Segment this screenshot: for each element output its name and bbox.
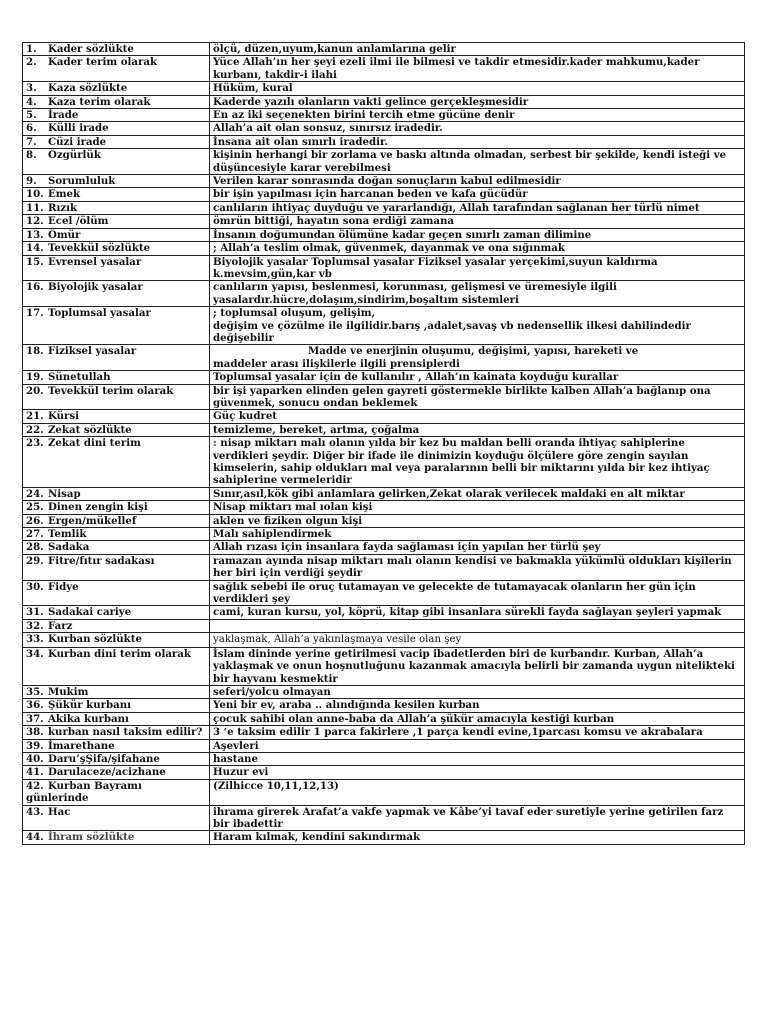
definition-cell [210, 699, 745, 712]
term-label: Rızık [48, 201, 78, 214]
table-row [23, 255, 745, 281]
definition-cell [210, 56, 745, 82]
term-cell [23, 619, 210, 632]
definition-cell [210, 487, 745, 500]
definition-text: Haram kılmak, kendini sakındırmak [213, 831, 421, 844]
definition-text: Hüküm, kural [213, 82, 293, 95]
definition-cell [210, 228, 745, 241]
row-number: 41. [26, 766, 44, 779]
glossary-table [22, 42, 745, 845]
definition-text: aklen ve fiziken olgun kişi [213, 514, 363, 527]
definition-text: canlıların ihtiyaç duyduğu ve yararlandığı, Allah tarafından sağlanan her türlü nimet [213, 201, 700, 214]
term-label: Kürsi [48, 410, 80, 423]
term-label: Ömür [48, 228, 81, 241]
term-cell [23, 554, 210, 580]
term-cell [23, 514, 210, 527]
table-row [23, 726, 745, 739]
definition-text: Allah rızası için insanlara fayda sağlaması için yapılan her türlü şey [213, 541, 601, 554]
definition-cell [210, 685, 745, 698]
definition-text: Huzur evi [213, 766, 269, 779]
table-row [23, 109, 745, 122]
term-label: Tevekkül sözlükte [48, 242, 151, 255]
row-number: 4. [26, 95, 37, 108]
definition-cell [210, 437, 745, 488]
term-label: Biyolojik yasalar [48, 281, 143, 294]
term-cell [23, 501, 210, 514]
definition-prefix: : [213, 437, 217, 450]
table-row [23, 685, 745, 698]
definition-text: Toplumsal yasalar için de kullanılır , Allah’ın kainata koyduğu kurallar [213, 371, 619, 384]
definition-text: ; Allah’a teslim olmak, güvenmek, dayanmak ve ona sığınmak [213, 242, 565, 255]
row-number: 14. [26, 242, 44, 255]
table-row [23, 779, 745, 805]
term-label: İmarethane [48, 739, 115, 752]
term-cell [23, 345, 210, 371]
definition-cell [210, 528, 745, 541]
table-row [23, 345, 745, 371]
definition-cell [210, 766, 745, 779]
term-cell [23, 410, 210, 423]
term-cell [23, 685, 210, 698]
row-number: 5. [26, 109, 37, 122]
definition-cell [210, 201, 745, 214]
definition-cell [210, 712, 745, 725]
term-cell [23, 633, 210, 647]
table-row [23, 541, 745, 554]
definition-text: hastane [213, 752, 258, 765]
definition-cell [210, 779, 745, 805]
term-label: Sadakai cariye [48, 606, 132, 619]
table-row [23, 766, 745, 779]
row-number: 21. [26, 410, 44, 423]
definition-text: sağlık sebebi ile oruç tutamayan ve gelecekte de tutamayacak olanların her gün için verdikleri şey [213, 580, 696, 606]
definition-cell [210, 43, 745, 56]
row-number: 24. [26, 487, 44, 500]
term-label: Kurban sözlükte [48, 633, 142, 646]
definition-text: 3 ‘e taksim edilir 1 parca fakirlere ,1 parça kendi evine,1parcası komsu ve akrabalara [213, 726, 703, 739]
definition-text: Nisap miktarı mal ıolan kişi [213, 501, 373, 514]
table-row [23, 384, 745, 410]
term-cell [23, 201, 210, 214]
table-row [23, 580, 745, 606]
row-number: 20. [26, 384, 44, 397]
term-cell [23, 228, 210, 241]
table-row [23, 805, 745, 831]
definition-text: Verilen karar sonrasında doğan sonuçların kabul edilmesidir [213, 175, 561, 188]
row-number: 26. [26, 514, 44, 527]
term-label: Külli irade [48, 122, 109, 135]
table-row [23, 528, 745, 541]
row-number: 38. [26, 726, 44, 739]
row-number: 19. [26, 371, 44, 384]
term-label: Akika kurbanı [48, 712, 129, 725]
definition-cell [210, 423, 745, 436]
definition-cell [210, 726, 745, 739]
term-label: İhram sözlükte [48, 831, 135, 844]
term-cell [23, 779, 210, 805]
definition-text: temizleme, bereket, artma, çoğalma [213, 423, 420, 436]
definition-text: ihrama girerek Arafat’a vakfe yapmak ve Kâbe’yi tavaf eder suretiyle yerine getirilen farz bir ibadettir [213, 805, 724, 830]
term-label: Evrensel yasalar [48, 255, 142, 268]
table-row [23, 739, 745, 752]
term-label: Cüzi irade [48, 135, 107, 148]
term-cell [23, 726, 210, 739]
definition-text: ömrün bittiği, hayatın sona erdiği zamana [213, 215, 454, 228]
definition-text: çocuk sahibi olan anne-baba da Allah’a şükür amacıyla kestiği kurban [213, 712, 615, 725]
row-number: 12. [26, 215, 44, 228]
row-number: 2. [26, 56, 37, 69]
table-row [23, 437, 745, 488]
definition-cell [210, 82, 745, 95]
definition-text: seferi/yolcu olmayan [213, 685, 331, 698]
row-number: 34. [26, 647, 44, 660]
term-cell [23, 82, 210, 95]
table-row [23, 307, 745, 345]
definition-text: Biyolojik yasalar Toplumsal yasalar Fiziksel yasalar yerçekimi,suyun kaldırma k.mevsim,gün,kar vb [213, 255, 658, 280]
table-row [23, 606, 745, 619]
term-cell [23, 43, 210, 56]
term-label: Nisap [48, 487, 81, 500]
row-number: 7. [26, 135, 37, 148]
definition-text: Kaderde yazılı olanların vakti gelince gerçekleşmesidir [213, 95, 529, 108]
term-label: Fitre/fıtır sadakası [48, 554, 155, 567]
term-cell [23, 149, 210, 175]
term-cell [23, 647, 210, 685]
table-row [23, 95, 745, 108]
row-number: 16. [26, 281, 44, 294]
definition-text: Güç kudret [213, 410, 278, 423]
definition-cell [210, 541, 745, 554]
term-label: Sadaka [48, 541, 90, 554]
table-row [23, 175, 745, 188]
table-row [23, 501, 745, 514]
term-label: Mukim [48, 685, 89, 698]
term-cell [23, 752, 210, 765]
definition-cell [210, 95, 745, 108]
table-row [23, 487, 745, 500]
definition-text: Allah’a ait olan sonsuz, sınırsız iradedir. [213, 122, 443, 135]
term-label: Özgürlük [48, 149, 101, 162]
definition-text: ramazan ayında nisap miktarı malı olanın kendisi ve bakmakla yükümlü oldukları kişilerin her biri için verdiği şeydir [213, 554, 732, 580]
term-label: Temlik [48, 528, 87, 541]
glossary-body [23, 43, 745, 845]
term-label: Tevekkül terim olarak [48, 384, 174, 397]
row-number: 1. [26, 43, 37, 55]
row-number: 36. [26, 699, 44, 712]
table-row [23, 410, 745, 423]
term-cell [23, 528, 210, 541]
term-label: Darulaceze/acizhane [48, 766, 166, 779]
table-row [23, 149, 745, 175]
definition-text: kişinin herhangi bir zorlama ve baskı altında olmadan, serbest bir şekilde, kendi isteği ve düşüncesiyle karar verebilmesi [213, 149, 727, 174]
definition-cell [210, 514, 745, 527]
definition-cell [210, 122, 745, 135]
table-row [23, 43, 745, 56]
table-row [23, 619, 745, 632]
term-label: Sünetullah [48, 371, 111, 384]
definition-cell [210, 580, 745, 606]
definition-cell [210, 619, 745, 632]
row-number: 17. [26, 307, 44, 320]
row-number: 32. [26, 619, 44, 632]
definition-cell [210, 606, 745, 619]
term-label: Zekat sözlükte [48, 423, 132, 436]
table-row [23, 371, 745, 384]
term-label: Ergen/mükellef [48, 514, 137, 527]
term-cell [23, 109, 210, 122]
term-cell [23, 541, 210, 554]
row-number: 23. [26, 437, 44, 450]
definition-text: nisap miktarı malı olanın yılda bir kez bu maldan belli oranda ihtiyaç sahiplerine verdikleri şeydir. Diğer bir ifade ile dinimizin koyduğu ölçülere göre zengin sayılan kimselerin, sahip oldukları mal veya paralarının belli bir miktarını yılda bir kez ihtiyaç sahiplerine vermeleridir [213, 437, 710, 487]
term-label: Dinen zengin kişi [48, 501, 148, 514]
term-label: Kaza sözlükte [48, 82, 128, 95]
definition-text: (Zilhicce 10,11,12,13) [213, 779, 339, 792]
table-row [23, 201, 745, 214]
table-row [23, 423, 745, 436]
row-number: 39. [26, 739, 44, 752]
row-number: 31. [26, 606, 44, 619]
term-cell [23, 242, 210, 255]
table-row [23, 712, 745, 725]
term-label: Fidye [48, 580, 79, 593]
definition-cell [210, 633, 745, 647]
row-number: 3. [26, 82, 37, 95]
definition-cell [210, 307, 745, 345]
row-number: 42. [26, 779, 44, 792]
term-label: Kader sözlükte [48, 43, 134, 55]
row-number: 35. [26, 685, 44, 698]
glossary-sheet [22, 42, 745, 845]
definition-text: Yüce Allah’ın her şeyi ezeli ilmi ile bilmesi ve takdir etmesidir.kader mahkumu,kader kurbanı, takdir-i ilahi [213, 56, 700, 81]
term-label: Sorumluluk [48, 175, 116, 188]
table-row [23, 82, 745, 95]
definition-cell [210, 109, 745, 122]
row-number: 44. [26, 831, 44, 844]
term-cell [23, 122, 210, 135]
table-row [23, 135, 745, 148]
definition-text: İslam dininde yerine getirilmesi vacip ibadetlerden biri de kurbandır. Kurban, Allah’a yaklaşmak ve onun hoşnutluğunu kazanmak amacıyla belirli bir zamanda uygun nitelikteki bir hayvanı kesmektir [213, 647, 735, 685]
term-label: Hac [48, 805, 71, 818]
definition-cell [210, 215, 745, 228]
term-cell [23, 766, 210, 779]
table-row [23, 633, 745, 647]
table-row [23, 242, 745, 255]
table-row [23, 514, 745, 527]
term-label: Zekat dini terim [48, 437, 141, 450]
term-cell [23, 188, 210, 201]
definition-cell [210, 149, 745, 175]
row-number: 33. [26, 633, 44, 646]
definition-cell [210, 255, 745, 281]
definition-text: cami, kuran kursu, yol, köprü, kitap gibi insanlara sürekli fayda sağlayan şeyleri yapmak [213, 606, 722, 619]
row-number: 9. [26, 175, 37, 188]
row-number: 10. [26, 188, 44, 201]
term-label: Kurban Bayramı günlerinde [26, 779, 142, 805]
definition-text: Aşevleri [213, 739, 259, 752]
definition-cell [210, 175, 745, 188]
term-label: Fiziksel yasalar [48, 345, 137, 358]
table-row [23, 554, 745, 580]
term-cell [23, 255, 210, 281]
term-cell [23, 371, 210, 384]
definition-cell [210, 410, 745, 423]
definition-cell [210, 281, 745, 307]
table-row [23, 699, 745, 712]
term-cell [23, 580, 210, 606]
definition-cell [210, 188, 745, 201]
row-number: 18. [26, 345, 44, 358]
term-cell [23, 135, 210, 148]
definition-text: bir işi yaparken elinden gelen gayreti göstermekle birlikte kalben Allah’a bağlanıp ona güvenmek, sonucu ondan beklemek [213, 384, 711, 409]
definition-cell [210, 647, 745, 685]
term-label: Daru’şŞifa/şifahane [48, 752, 160, 765]
term-label: Emek [48, 188, 81, 201]
definition-cell [210, 135, 745, 148]
term-cell [23, 712, 210, 725]
definition-text: İnsana ait olan sınırlı iradedir. [213, 135, 388, 148]
definition-text: İnsanın doğumundan ölümüne kadar geçen sınırlı zaman dilimine [213, 228, 592, 241]
term-cell [23, 215, 210, 228]
definition-text: canlıların yapısı, beslenmesi, korunması, gelişmesi ve üremesiyle ilgili yasalardır.hücre,dolaşım,sindirim,boşaltım sistemleri [213, 281, 617, 306]
definition-cell [210, 752, 745, 765]
term-cell [23, 606, 210, 619]
term-label: Farz [48, 619, 73, 632]
term-cell [23, 487, 210, 500]
definition-cell [210, 831, 745, 844]
term-label: Kaza terim olarak [48, 95, 151, 108]
term-cell [23, 437, 210, 488]
term-label: Kader terim olarak [48, 56, 158, 69]
definition-cell [210, 554, 745, 580]
definition-text: ölçü, düzen,uyum,kanun anlamlarına gelir [213, 43, 456, 55]
row-number: 37. [26, 712, 44, 725]
table-row [23, 188, 745, 201]
row-number: 29. [26, 554, 44, 567]
term-cell [23, 699, 210, 712]
term-label: Şükür kurbanı [48, 699, 131, 712]
row-number: 22. [26, 423, 44, 436]
definition-text: Yeni bir ev, araba .. alındığında kesilen kurban [213, 699, 480, 712]
row-number: 13. [26, 228, 44, 241]
row-number: 43. [26, 805, 44, 818]
table-row [23, 281, 745, 307]
term-cell [23, 175, 210, 188]
table-row [23, 56, 745, 82]
definition-text: Malı sahiplendirmek [213, 528, 332, 541]
table-row [23, 228, 745, 241]
definition-text: Sınır,asıl,kök gibi anlamlara gelirken,Zekat olarak verilecek maldaki en alt miktar [213, 487, 685, 500]
term-cell [23, 739, 210, 752]
table-row [23, 752, 745, 765]
table-row [23, 647, 745, 685]
term-cell [23, 281, 210, 307]
row-number: 30. [26, 580, 44, 593]
row-number: 6. [26, 122, 37, 135]
row-number: 15. [26, 255, 44, 268]
term-cell [23, 423, 210, 436]
definition-text: En az iki seçenekten birini tercih etme gücüne denir [213, 109, 515, 122]
term-label: Kurban dini terim olarak [48, 647, 191, 660]
row-number: 40. [26, 752, 44, 765]
term-label: Ecel /ölüm [48, 215, 109, 228]
definition-cell [210, 501, 745, 514]
row-number: 8. [26, 149, 37, 162]
row-number: 27. [26, 528, 44, 541]
row-number: 25. [26, 501, 44, 514]
term-cell [23, 307, 210, 345]
definition-cell [210, 384, 745, 410]
table-row [23, 122, 745, 135]
row-number: 11. [26, 201, 44, 214]
definition-text: yaklaşmak, Allah’a yakınlaşmaya vesile olan şey [213, 634, 462, 646]
term-cell [23, 831, 210, 844]
definition-cell [210, 242, 745, 255]
term-cell [23, 384, 210, 410]
term-cell [23, 95, 210, 108]
term-label: İrade [48, 109, 79, 122]
definition-text: ; toplumsal oluşum, gelişim, değişim ve çözülme ile ilgilidir.barış ,adalet,savaş vb nedensellik ilkesi dahilindedir değişebilir [213, 307, 691, 344]
row-number: 28. [26, 541, 44, 554]
definition-cell [210, 371, 745, 384]
term-label: kurban nasıl taksim edilir? [48, 726, 203, 739]
definition-cell [210, 739, 745, 752]
table-row [23, 215, 745, 228]
definition-text: Madde ve enerjinin oluşumu, değişimi, yapısı, hareketi ve maddeler arası ilişkilerle ilgili prensiplerdi [213, 345, 639, 370]
term-cell [23, 805, 210, 831]
definition-text: bir işin yapılması için harcanan beden ve kafa gücüdür [213, 188, 528, 201]
table-row [23, 831, 745, 844]
definition-cell [210, 805, 745, 831]
term-label: Toplumsal yasalar [48, 307, 151, 320]
definition-cell [210, 345, 745, 371]
term-cell [23, 56, 210, 82]
